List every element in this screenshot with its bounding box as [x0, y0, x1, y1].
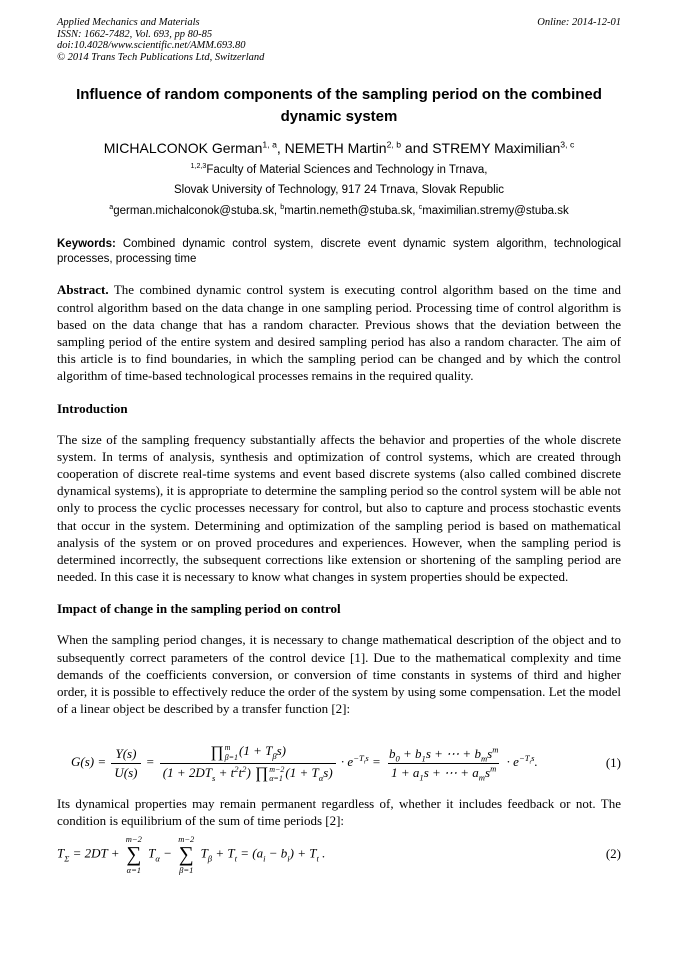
paper-title: Influence of random components of the sampling period on the combined dynamic system — [76, 86, 602, 126]
email-2: martin.nemeth@stuba.sk — [284, 205, 413, 218]
author-separator-1: , — [276, 140, 285, 157]
journal-issn-line: ISSN: 1662-7482, Vol. 693, pp 80-85 — [57, 28, 213, 40]
affiliation-line-2: Slovak University of Technology, 917 24 Trnava, Slovak Republic — [173, 184, 505, 197]
journal-header — [57, 17, 621, 63]
section-heading-impact: Impact of change in the sampling period on control — [57, 601, 341, 617]
authors-line — [57, 140, 621, 156]
author-3-superscript: 3, c — [560, 139, 575, 150]
author-1-name: MICHALCONOK German — [103, 140, 263, 157]
email-separator-2: , — [412, 205, 419, 218]
keywords-block — [57, 237, 621, 267]
after-equation-1-paragraph: Its dynamical properties may remain permanent regardless of, whether it includes feedback or not. The condition is equilibrium of the sum of time periods [2]: — [57, 796, 621, 829]
equation-1-label: (1) — [605, 755, 621, 771]
keywords-text: Combined dynamic control system, discrete event dynamic system algorithm, technological processes, processing time — [57, 238, 621, 266]
affiliation-line-1 — [57, 164, 621, 176]
email-separator-1: , — [273, 205, 281, 218]
email-1: german.michalconok@stuba.sk — [113, 205, 274, 218]
email-1-superscript: a — [109, 203, 114, 212]
affiliation-text-1: Faculty of Material Sciences and Technology in Trnava, — [206, 164, 488, 177]
equation-1: G(s) = $\frac{Y(s)}{U(s)}$ = ∏ m β=1 $(1 + T_\beta s)$ $(1 + 2DT_s + t^2t^2)$ ∏ m−2 α=1 $(1 + T_\alpha s)$ · $e^{-T_ts}$ = $\frac{b_0 + b_1s + \cdots + b_ms^m}{1 + a_1s + \cdots + a_ms^m}$ · $e^{-T_ts}$. — [71, 743, 538, 783]
equation-1-row — [57, 743, 621, 783]
section-heading-introduction: Introduction — [57, 400, 128, 416]
author-separator-2: and — [401, 140, 433, 157]
email-2-superscript: b — [280, 203, 285, 212]
journal-doi-line: doi:10.4028/www.scientific.net/AMM.693.80 — [57, 40, 246, 52]
keywords-label: Keywords: — [57, 238, 116, 251]
abstract-label: Abstract. — [57, 282, 109, 298]
abstract-text: The combined dynamic control system is executing control algorithm based on the time and control algorithm based on the data change in one sampling period. Processing time of control algorithm is based on the data change that has a random character. Previous shows that the deviation between the sampling period of the entire system and desired sampling period has also a random character. The aim of this article is to find boundaries, in which the sampling period can be changed and by which the control algorithm of time-based technological processes remains in the required quality. — [57, 282, 621, 384]
affiliation-superscript: 1,2,3 — [190, 162, 207, 171]
equation-2: $T_\Sigma = 2DT$ + m−2 ∑ α=1 $T_\alpha$ − m−2 ∑ β=1 $T_\beta + T_t = (a_i - b_i) + T_t$ . — [57, 833, 326, 875]
equation-2-label: (2) — [605, 846, 621, 862]
author-2-superscript: 2, b — [386, 139, 402, 150]
abstract-paragraph — [57, 281, 621, 384]
impact-paragraph: When the sampling period changes, it is necessary to change mathematical description of the object and to subsequently correct parameters of the control device [1]. Due to the mathematical complexity and time demands of the coefficients conversion, or conversion of time constants in systems of third and higher order, it is possible to effectively reduce the order of the system by using some compensation. Let the model of a linear object be described by a transfer function [2]: — [57, 632, 621, 717]
author-3-name: STREMY Maximilian — [432, 140, 561, 157]
emails-line — [57, 205, 621, 217]
author-1-superscript: 1, a — [262, 139, 277, 150]
email-3: maximilian.stremy@stuba.sk — [422, 205, 569, 218]
email-3-superscript: c — [418, 203, 423, 212]
journal-name: Applied Mechanics and Materials — [57, 17, 200, 28]
author-2-name: NEMETH Martin — [284, 140, 387, 157]
journal-copyright-line: © 2014 Trans Tech Publications Ltd, Switzerland — [57, 51, 265, 63]
journal-header-left — [57, 17, 264, 63]
introduction-paragraph: The size of the sampling frequency substantially affects the behavior and properties of the whole discrete system. In terms of analysis, synthesis and optimization of control systems, which are created through cooperation of discrete real-time systems and event based discrete systems (also called combined discrete dynamical systems), it is appropriate to determine the sampling period so the control system will be able not only to process the cyclic processes necessary for control, but also to capture and process stochastic events that occur in the system. Determining and optimization of the sampling period is based on mathematical analysis of the system or on proved procedures and experiences. However, when the sampling period is determined incorrectly, the subsequent corrections like extension or shortening of the sampling period are needed. In this case it is necessary to know what changes in system properties should be expected. — [57, 431, 621, 585]
equation-2-row — [57, 834, 621, 875]
online-date: Online: 2014-12-01 — [537, 17, 621, 28]
